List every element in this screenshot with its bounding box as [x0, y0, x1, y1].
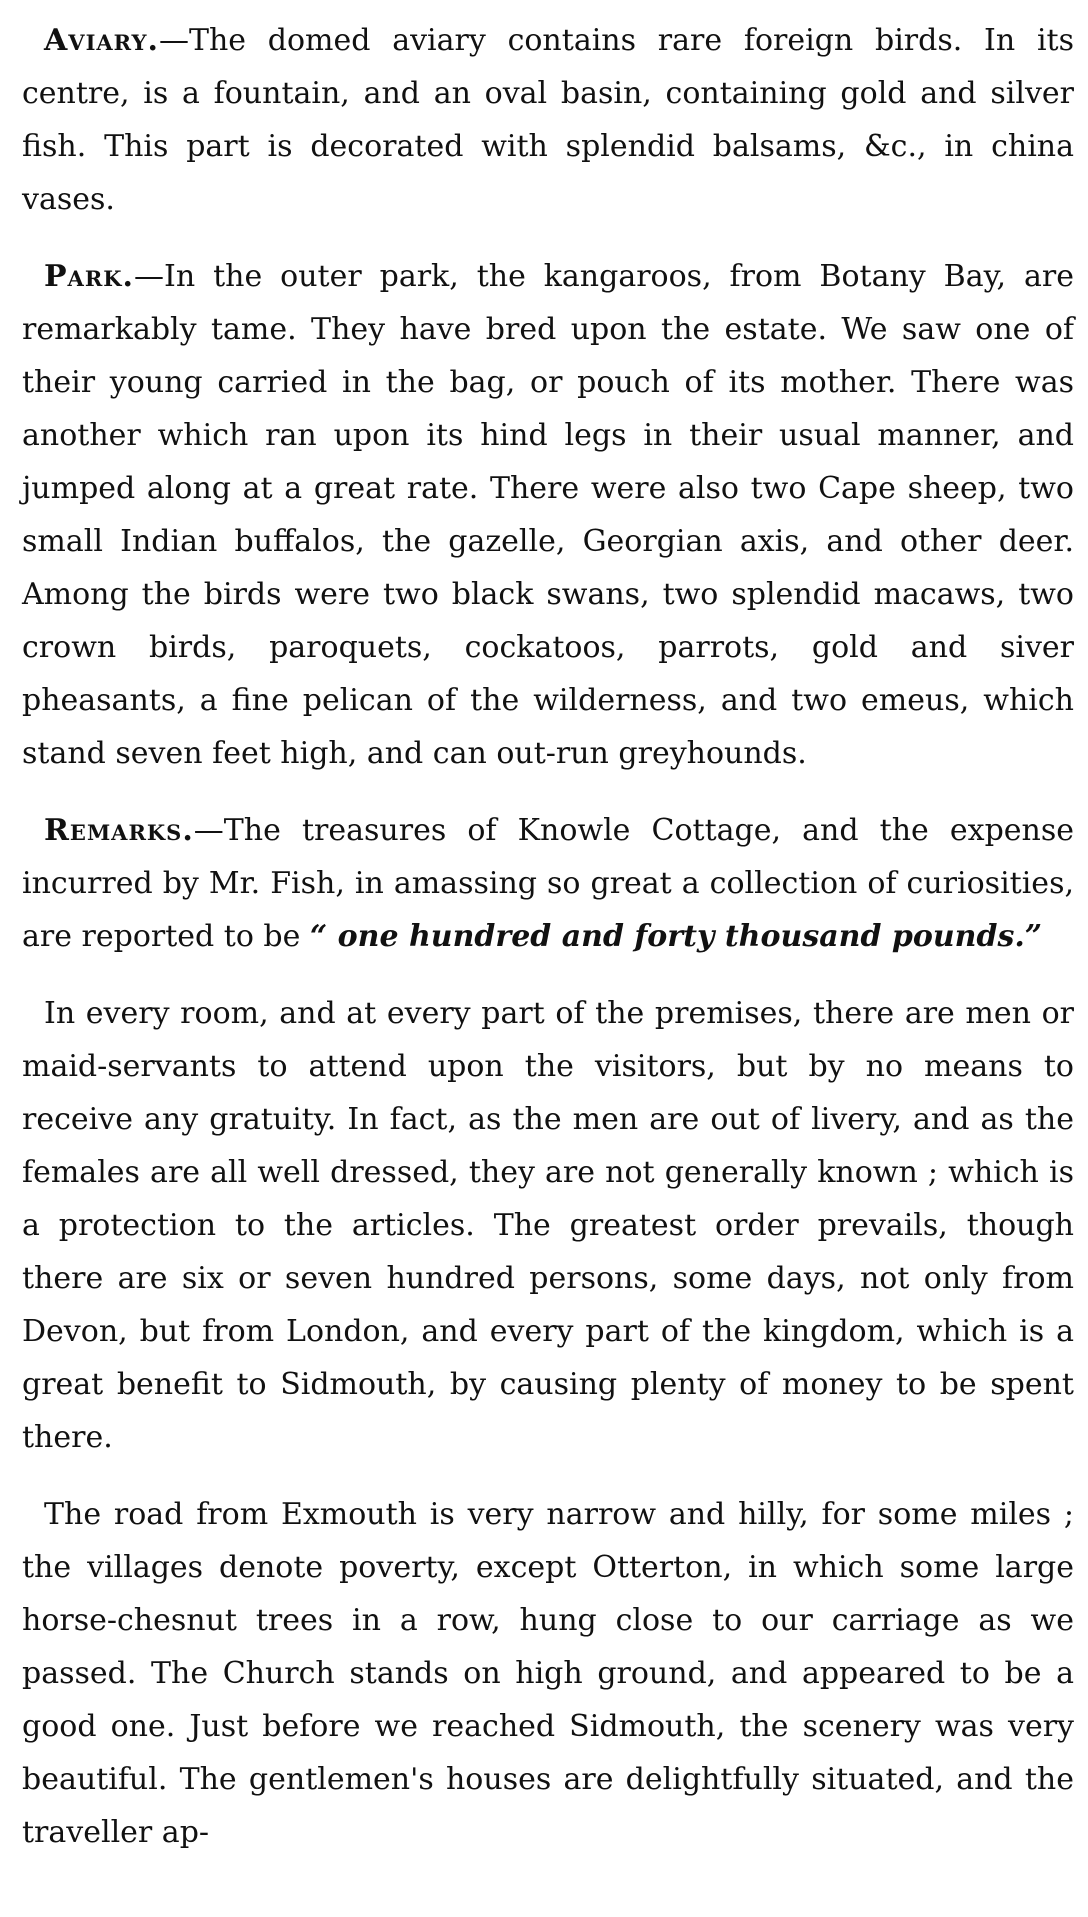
section-lead-remarks: Remarks.: [44, 813, 194, 848]
paragraph-road: [22, 1488, 1074, 1859]
paragraph-remarks: [22, 804, 1074, 963]
section-lead-park: Park.: [44, 259, 135, 294]
paragraph-servants-text: In every room, and at every part of the premises, there are men or maid-servants to attend upon the visitors, but by no means to receive any gratuity. In fact, as the men are out of livery, and as the females are all well dressed, they are not generally known ; which is a protection to the articles. The greatest order prevails, though there are six or seven hundred persons, some days, not only from Devon, but from London, and every part of the kingdom, which is a great benefit to Sidmouth, by causing plenty of money to be spent there.: [22, 996, 1074, 1455]
section-lead-aviary: Aviary.: [44, 23, 159, 58]
paragraph-road-text: The road from Exmouth is very narrow and hilly, for some miles ; the villages denote poverty, except Otterton, in which some large horse-chesnut trees in a row, hung close to our carriage as we passed. The Church stands on high ground, and appeared to be a good one. Just before we reached Sidmouth, the scenery was very beautiful. The gentlemen's houses are delightfully situated, and the traveller ap-: [22, 1497, 1074, 1850]
paragraph-aviary-text: —The domed aviary contains rare foreign birds. In its centre, is a fountain, and an oval basin, containing gold and silver fish. This part is decorated with splendid balsams, &c., in china vases.: [22, 23, 1074, 217]
paragraph-aviary: [22, 14, 1074, 226]
book-page: [22, 14, 1074, 1859]
paragraph-park-text: —In the outer park, the kangaroos, from Botany Bay, are remarkably tame. They have bred upon the estate. We saw one of their young carried in the bag, or pouch of its mother. There was another which ran upon its hind legs in their usual manner, and jumped along at a great rate. There were also two Cape sheep, two small Indian buffalos, the gazelle, Georgian axis, and other deer. Among the birds were two black swans, two splendid macaws, two crown birds, paroquets, cockatoos, parrots, gold and siver pheasants, a fine pelican of the wilderness, and two emeus, which stand seven feet high, and can out-run greyhounds.: [22, 259, 1074, 771]
paragraph-servants: [22, 987, 1074, 1464]
paragraph-remarks-text: —The treasures of Knowle Cottage, and the expense incurred by Mr. Fish, in amassing so great a collection of curiosities, are reported to be: [22, 813, 1074, 954]
paragraph-remarks-quote: “ one hundred and forty thousand pounds.”: [309, 919, 1043, 954]
paragraph-park: [22, 250, 1074, 780]
